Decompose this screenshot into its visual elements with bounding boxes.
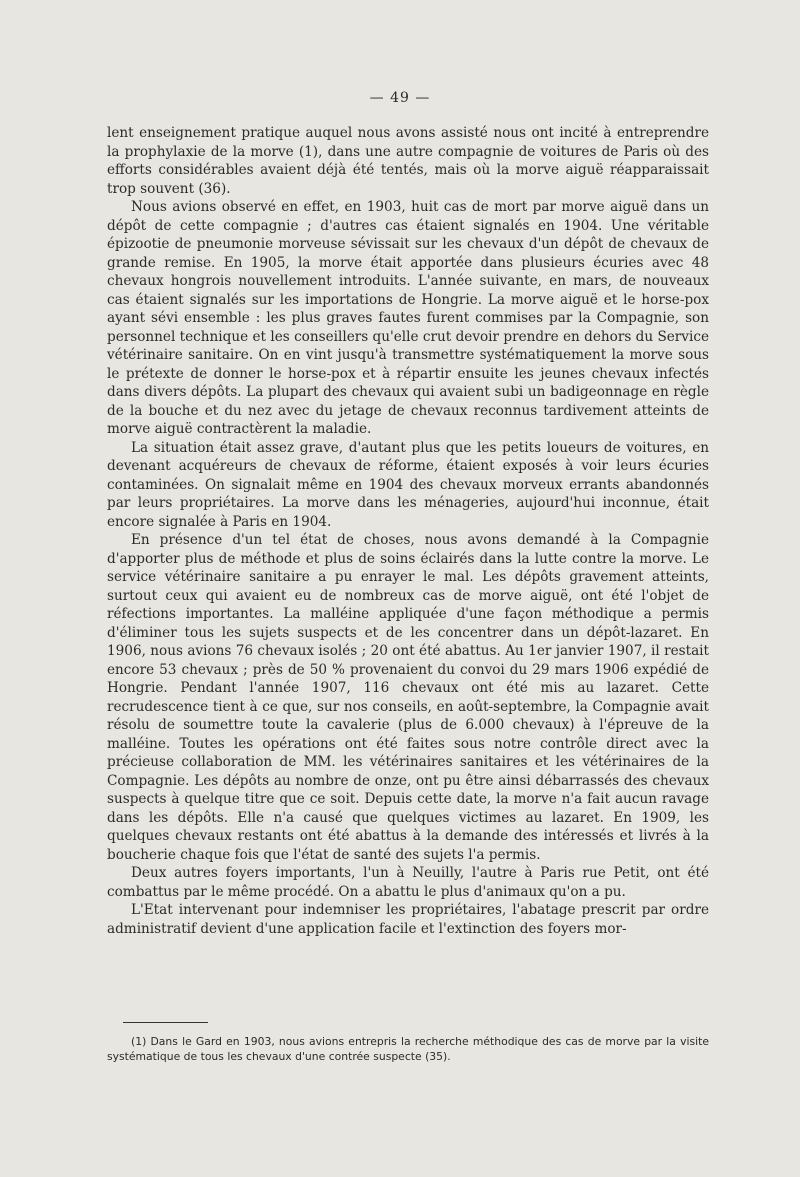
paragraph: Nous avions observé en effet, en 1903, huit cas de mort par morve aiguë dans un dépôt de cette compagnie ; d'autres cas étaient signalés en 1904. Une véritable épizootie de pneumonie morveuse sévissait sur les chevaux d'un dépôt de chevaux de grande remise. En 1905, la morve était apportée dans plusieurs écuries avec 48 chevaux hongrois nouvellement introduits. L'année suivante, en mars, de nouveaux cas étaient signalés sur les importations de Hongrie. La morve aiguë et le horse-pox ayant sévi ensemble : les plus graves fautes furent commises par la Compagnie, son personnel technique et les conseillers qu'elle crut devoir prendre en dehors du Service vétérinaire sanitaire. On en vint jusqu'à transmettre systématiquement la morve sous le prétexte de donner le horse-pox et à répartir ensuite les jeunes chevaux infectés dans divers dépôts. La plupart des chevaux qui avaient subi un badigeonnage en règle de la bouche et du nez avec du jetage de chevaux reconnus tardivement atteints de morve aiguë contractèrent la maladie. (107, 199, 709, 437)
paragraph: Deux autres foyers importants, l'un à Neuilly, l'autre à Paris rue Petit, ont été combattus par le même procédé. On a abattu le plus d'animaux qu'on a pu. (107, 865, 709, 900)
paragraph: L'Etat intervenant pour indemniser les propriétaires, l'abatage prescrit par ordre administratif devient d'une application facile et l'extinction des foyers mor- (107, 902, 709, 937)
page-number: — 49 — (369, 90, 431, 106)
body-text (107, 124, 709, 938)
paragraph: La situation était assez grave, d'autant plus que les petits loueurs de voitures, en devenant acquéreurs de chevaux de réforme, étaient exposés à voir leurs écuries contaminées. On signalait même en 1904 des chevaux morveux errants abandonnés par leurs propriétaires. La morve dans les ménageries, aujourd'hui inconnue, était encore signalée à Paris en 1904. (107, 439, 709, 530)
footnote: (1) Dans le Gard en 1903, nous avions entrepris la recherche méthodique des cas de morve par la visite systématique de tous les chevaux d'une contrée suspecte (35). (107, 1035, 709, 1063)
footnote-divider (123, 1022, 208, 1023)
paragraph: En présence d'un tel état de choses, nous avons demandé à la Compagnie d'apporter plus de méthode et plus de soins éclairés dans la lutte contre la morve. Le service vétérinaire sanitaire a pu enrayer le mal. Les dépôts gravement atteints, surtout ceux qui avaient eu de nombreux cas de morve aiguë, ont été l'objet de réfections importantes. La malléine appliquée d'une façon méthodique a permis d'éliminer tous les sujets suspects et de les concentrer dans un dépôt-lazaret. En 1906, nous avions 76 chevaux isolés ; 20 ont été abattus. Au 1er janvier 1907, il restait encore 53 chevaux ; près de 50 % provenaient du convoi du 29 mars 1906 expédié de Hongrie. Pendant l'année 1907, 116 chevaux ont été mis au lazaret. Cette recrudescence tient à ce que, sur nos conseils, en août-septembre, la Compagnie avait résolu de soumettre toute la cavalerie (plus de 6.000 chevaux) à l'épreuve de la malléine. Toutes les opérations ont été faites sous notre contrôle direct avec la précieuse collaboration de MM. les vétérinaires sanitaires et les vétérinaires de la Compagnie. Les dépôts au nombre de onze, ont pu être ainsi débarrassés des chevaux suspects à quelque titre que ce soit. Depuis cette date, la morve n'a fait aucun ravage dans les dépôts. Elle n'a causé que quelques victimes au lazaret. En 1909, les quelques chevaux restants ont été abattus à la demande des intéressés et livrés à la boucherie chaque fois que l'état de santé des sujets l'a permis. (107, 532, 709, 863)
paragraph: lent enseignement pratique auquel nous avons assisté nous ont incité à entreprendre la prophylaxie de la morve (1), dans une autre compagnie de voitures de Paris où des efforts considérables avaient déjà été tentés, mais où la morve aiguë réapparaissait trop souvent (36). (107, 125, 709, 197)
